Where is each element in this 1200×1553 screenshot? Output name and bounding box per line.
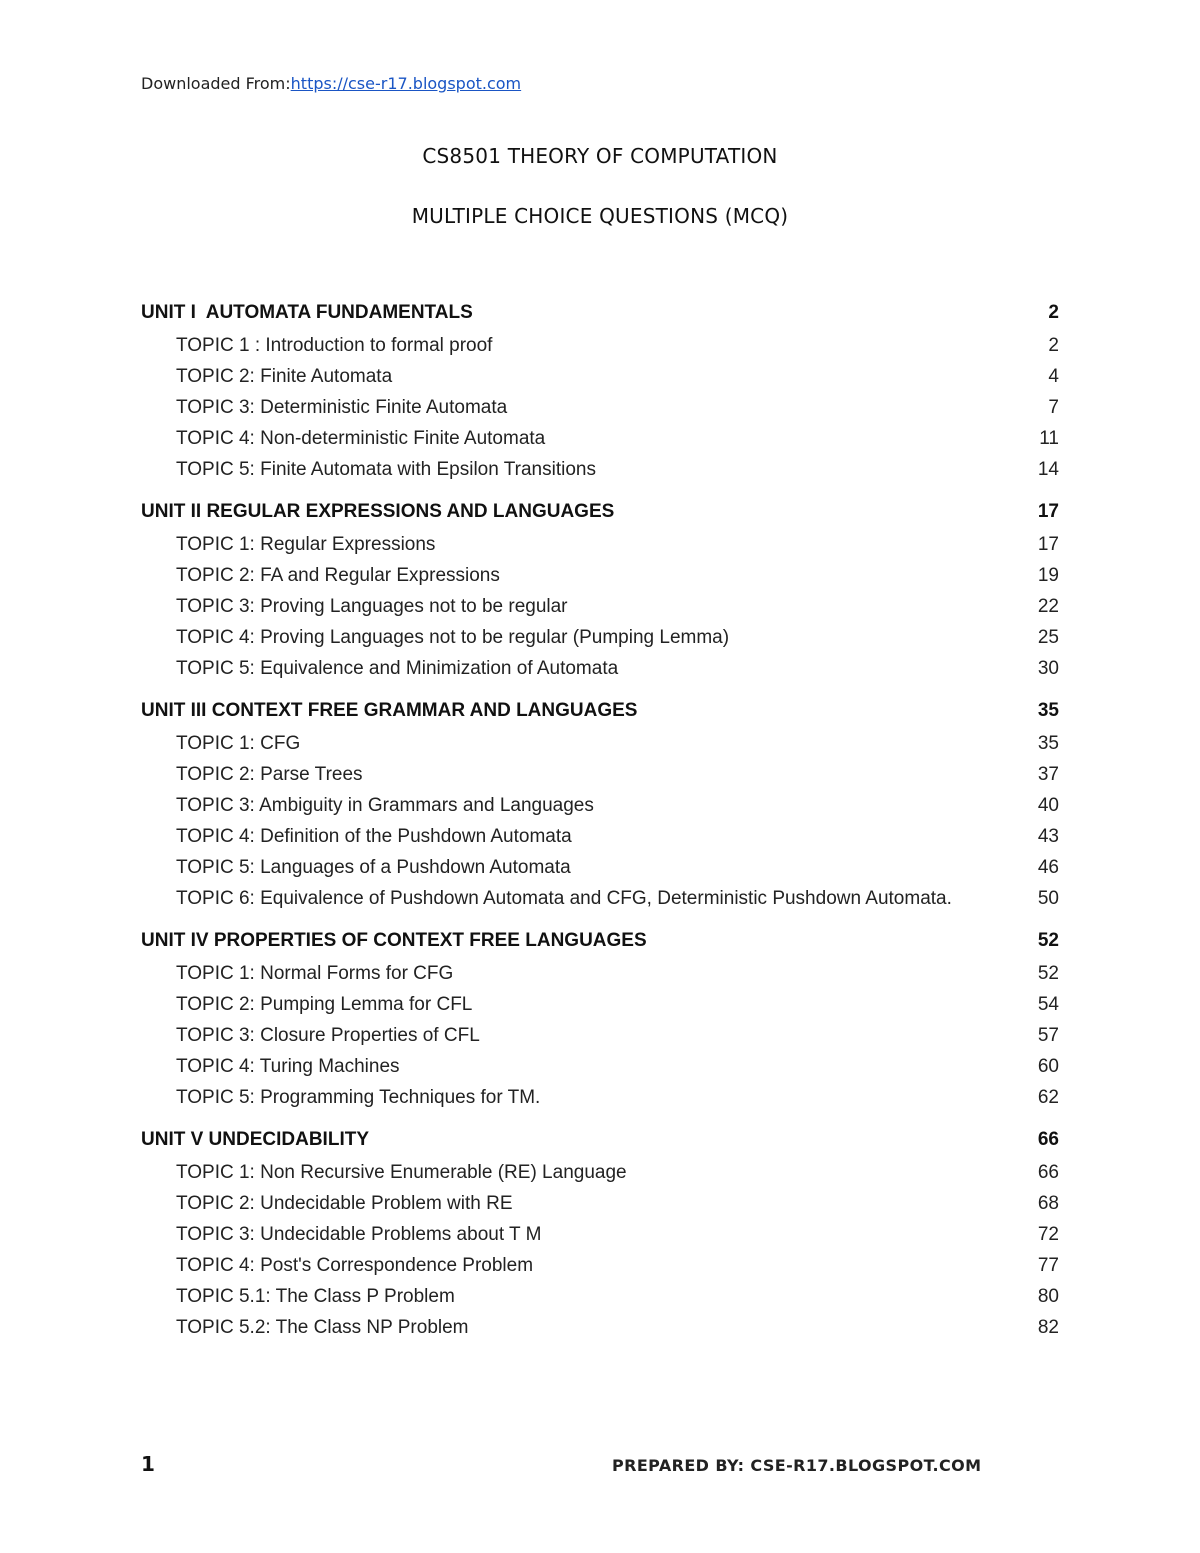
- toc-topic-row[interactable]: [141, 1020, 1059, 1051]
- toc-topic-row[interactable]: [141, 392, 1059, 423]
- toc-topic-page: 7: [1048, 397, 1059, 418]
- toc-topic-title: TOPIC 5.2: The Class NP Problem: [176, 1317, 469, 1338]
- toc-topic-page: 37: [1037, 764, 1059, 785]
- toc-topic-page: 60: [1037, 1056, 1059, 1077]
- toc-topic-row[interactable]: [141, 883, 1059, 914]
- toc-topic-page: 30: [1037, 658, 1059, 679]
- toc-topic-row[interactable]: [141, 1219, 1059, 1250]
- toc-topic-title: TOPIC 3: Proving Languages not to be regular: [176, 596, 568, 617]
- toc-topic-title: TOPIC 5: Equivalence and Minimization of Automata: [176, 658, 619, 679]
- toc-topic-title: TOPIC 5: Finite Automata with Epsilon Transitions: [176, 459, 596, 480]
- toc-topic-row[interactable]: [141, 622, 1059, 653]
- toc-topic-page: 11: [1039, 428, 1059, 449]
- toc-topic-title: TOPIC 1: Non Recursive Enumerable (RE) Language: [176, 1162, 627, 1183]
- toc-unit: [141, 495, 1059, 684]
- toc-topic-title: TOPIC 5: Programming Techniques for TM.: [176, 1087, 541, 1108]
- toc-topic-row[interactable]: [141, 1250, 1059, 1281]
- toc-unit: [141, 296, 1059, 485]
- toc-topic-row[interactable]: [141, 728, 1059, 759]
- toc-topic-page: 52: [1037, 963, 1059, 984]
- toc-topic-title: TOPIC 5: Languages of a Pushdown Automata: [176, 857, 571, 878]
- toc-topic-title: TOPIC 2: Undecidable Problem with RE: [176, 1193, 513, 1214]
- toc-topic-row[interactable]: [141, 989, 1059, 1020]
- toc-topic-page: 19: [1037, 565, 1059, 586]
- toc-topic-row[interactable]: [141, 821, 1059, 852]
- toc-topic-page: 22: [1037, 596, 1059, 617]
- toc-topic-title: TOPIC 4: Proving Languages not to be regular (Pumping Lemma): [176, 627, 730, 648]
- toc-topic-row[interactable]: [141, 653, 1059, 684]
- toc-topic-row[interactable]: [141, 1312, 1059, 1343]
- toc-topic-page: 82: [1037, 1317, 1059, 1338]
- toc-topic-title: TOPIC 3: Closure Properties of CFL: [176, 1025, 480, 1046]
- toc-unit-title: UNIT III CONTEXT FREE GRAMMAR AND LANGUAGES: [141, 700, 638, 721]
- toc-topic-title: TOPIC 4: Definition of the Pushdown Automata: [176, 826, 572, 847]
- toc-topic-page: 77: [1037, 1255, 1059, 1276]
- toc-unit-title: UNIT IV PROPERTIES OF CONTEXT FREE LANGUAGES: [141, 930, 647, 951]
- toc-topic-row[interactable]: [141, 958, 1059, 989]
- toc-topic-page: 57: [1037, 1025, 1059, 1046]
- download-label: Downloaded From:: [141, 74, 291, 93]
- toc-topic-page: 68: [1037, 1193, 1059, 1214]
- document-title: CS8501 THEORY OF COMPUTATION: [422, 144, 778, 168]
- toc-topic-title: TOPIC 5.1: The Class P Problem: [176, 1286, 455, 1307]
- toc-topic-page: 54: [1037, 994, 1059, 1015]
- toc-topic-title: TOPIC 3: Deterministic Finite Automata: [176, 397, 508, 418]
- toc-topic-title: TOPIC 2: Parse Trees: [176, 764, 363, 785]
- toc-topic-row[interactable]: [141, 361, 1059, 392]
- toc-unit-row[interactable]: [141, 924, 1059, 958]
- toc-unit-page: 17: [1037, 501, 1059, 522]
- download-link[interactable]: https://cse-r17.blogspot.com: [290, 74, 522, 93]
- toc-unit-page: 52: [1037, 930, 1059, 951]
- toc-topic-row[interactable]: [141, 1051, 1059, 1082]
- toc-topic-page: 35: [1037, 733, 1059, 754]
- toc-topic-title: TOPIC 2: Pumping Lemma for CFL: [176, 994, 473, 1015]
- toc-unit: [141, 924, 1059, 1113]
- toc-topic-row[interactable]: [141, 1082, 1059, 1113]
- toc-unit: [141, 1123, 1059, 1343]
- toc-topic-page: 17: [1037, 534, 1059, 555]
- toc-unit-title: UNIT V UNDECIDABILITY: [141, 1129, 369, 1150]
- toc-topic-row[interactable]: [141, 423, 1059, 454]
- toc-unit-page: 66: [1037, 1129, 1059, 1150]
- toc-topic-title: TOPIC 3: Undecidable Problems about T M: [176, 1224, 542, 1245]
- toc-topic-row[interactable]: [141, 454, 1059, 485]
- toc-topic-title: TOPIC 4: Non-deterministic Finite Automata: [176, 428, 546, 449]
- toc-topic-title: TOPIC 2: Finite Automata: [176, 366, 393, 387]
- document-subtitle: MULTIPLE CHOICE QUESTIONS (MCQ): [411, 204, 789, 228]
- toc-topic-page: 2: [1048, 335, 1059, 356]
- toc-topic-page: 40: [1037, 795, 1059, 816]
- toc-unit: [141, 694, 1059, 914]
- toc-topic-page: 43: [1037, 826, 1059, 847]
- toc-topic-row[interactable]: [141, 330, 1059, 361]
- toc-unit-row[interactable]: [141, 495, 1059, 529]
- toc-unit-row[interactable]: [141, 296, 1059, 330]
- toc-topic-row[interactable]: [141, 1188, 1059, 1219]
- toc-topic-row[interactable]: [141, 759, 1059, 790]
- toc-topic-title: TOPIC 4: Post's Correspondence Problem: [176, 1255, 534, 1276]
- toc-topic-page: 14: [1037, 459, 1059, 480]
- toc-topic-page: 80: [1037, 1286, 1059, 1307]
- toc-topic-title: TOPIC 3: Ambiguity in Grammars and Languages: [176, 795, 594, 816]
- toc-topic-row[interactable]: [141, 790, 1059, 821]
- toc-unit-title: UNIT I AUTOMATA FUNDAMENTALS: [141, 302, 473, 323]
- prepared-by: PREPARED BY: CSE-R17.BLOGSPOT.COM: [612, 1456, 982, 1475]
- toc-topic-title: TOPIC 2: FA and Regular Expressions: [176, 565, 500, 586]
- toc-topic-page: 50: [1037, 888, 1059, 909]
- toc-unit-row[interactable]: [141, 694, 1059, 728]
- toc-topic-page: 72: [1037, 1224, 1059, 1245]
- toc-topic-title: TOPIC 1: Regular Expressions: [176, 534, 436, 555]
- toc-topic-page: 4: [1048, 366, 1059, 387]
- toc-topic-row[interactable]: [141, 852, 1059, 883]
- toc-topic-row[interactable]: [141, 529, 1059, 560]
- download-source: [141, 74, 521, 93]
- page-number: 1: [141, 1452, 155, 1476]
- toc-topic-title: TOPIC 6: Equivalence of Pushdown Automata and CFG, Deterministic Pushdown Automata.: [176, 888, 952, 909]
- toc-topic-title: TOPIC 1 : Introduction to formal proof: [176, 335, 493, 356]
- toc-topic-page: 25: [1037, 627, 1059, 648]
- toc-topic-row[interactable]: [141, 591, 1059, 622]
- toc-unit-title: UNIT II REGULAR EXPRESSIONS AND LANGUAGES: [141, 501, 615, 522]
- toc-topic-page: 66: [1037, 1162, 1059, 1183]
- toc-topic-row[interactable]: [141, 1157, 1059, 1188]
- toc-unit-page: 2: [1048, 302, 1059, 323]
- table-of-contents: [141, 296, 1059, 1343]
- toc-topic-row[interactable]: [141, 560, 1059, 591]
- toc-unit-page: 35: [1037, 700, 1059, 721]
- toc-topic-page: 46: [1037, 857, 1059, 878]
- toc-topic-title: TOPIC 1: CFG: [176, 733, 301, 754]
- toc-topic-title: TOPIC 4: Turing Machines: [176, 1056, 400, 1077]
- toc-topic-title: TOPIC 1: Normal Forms for CFG: [176, 963, 454, 984]
- toc-topic-row[interactable]: [141, 1281, 1059, 1312]
- toc-unit-row[interactable]: [141, 1123, 1059, 1157]
- toc-topic-page: 62: [1037, 1087, 1059, 1108]
